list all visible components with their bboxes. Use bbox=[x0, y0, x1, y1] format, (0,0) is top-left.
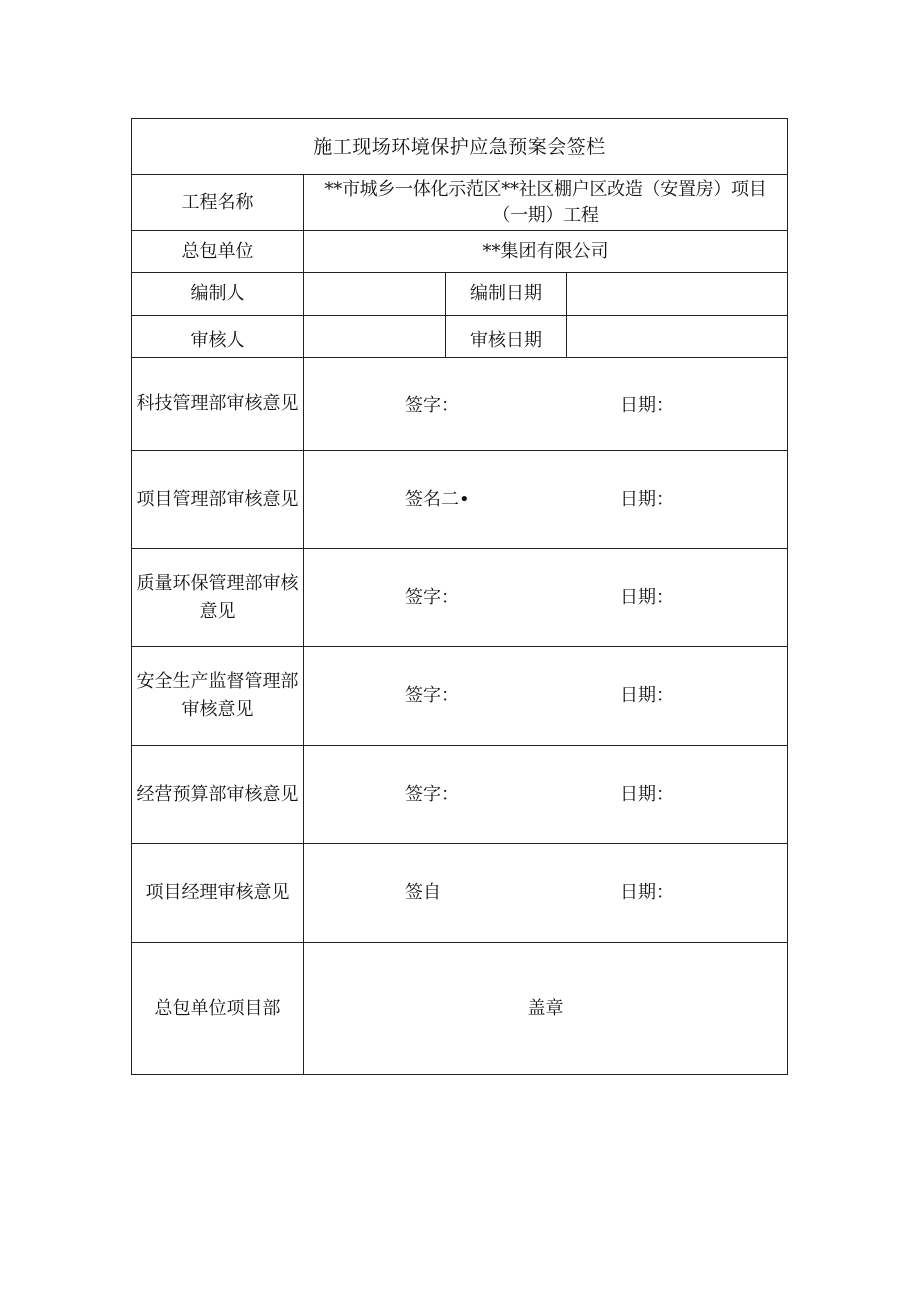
review-date-label: 日期： bbox=[620, 882, 674, 903]
review-sign-label: 签字： bbox=[405, 395, 459, 416]
compile-date-label: 编制日期 bbox=[470, 283, 542, 304]
review-label-budget: 经营预算部审核意见 bbox=[136, 783, 299, 805]
review-label-quality: 质量环保管理部审核意见 bbox=[136, 572, 299, 622]
stamp-area: 盖章 bbox=[527, 998, 564, 1019]
review-date-label: 日期： bbox=[620, 489, 674, 510]
sign-off-table bbox=[131, 118, 788, 1075]
review-label-project: 项目管理部审核意见 bbox=[136, 488, 299, 510]
reviewer-label: 审核人 bbox=[190, 329, 245, 351]
review-date-label: 日期： bbox=[620, 685, 674, 706]
reviewer-field[interactable] bbox=[304, 316, 445, 357]
review-date-label: 审核日期 bbox=[470, 329, 542, 351]
review-date-label: 日期： bbox=[620, 784, 674, 805]
review-label-tech: 科技管理部审核意见 bbox=[136, 393, 299, 414]
review-sign-label: 签字： bbox=[405, 784, 459, 805]
review-label-safety: 安全生产监督管理部审核意见 bbox=[136, 671, 299, 720]
contractor-label: 总包单位 bbox=[181, 240, 254, 262]
project-name-value: **市城乡一体化示范区**社区棚户区改造（安置房）项目（一期）工程 bbox=[324, 178, 767, 226]
review-sign-label: 签字： bbox=[405, 587, 459, 608]
review-label-manager: 项目经理审核意见 bbox=[145, 882, 290, 903]
review-date-label: 日期： bbox=[620, 395, 674, 416]
contractor-value: **集团有限公司 bbox=[482, 240, 609, 262]
review-date-field[interactable] bbox=[567, 316, 787, 357]
compiler-label: 编制人 bbox=[190, 283, 245, 304]
stamp-label: 总包单位项目部 bbox=[154, 998, 281, 1019]
review-sign-label: 签自 bbox=[405, 882, 441, 903]
project-name-label: 工程名称 bbox=[181, 191, 254, 213]
review-sign-label: 签名二• bbox=[405, 489, 470, 510]
review-date-label: 日期： bbox=[620, 587, 674, 608]
compile-date-field[interactable] bbox=[567, 273, 787, 315]
review-sign-label: 签字： bbox=[405, 685, 459, 706]
form-title: 施工现场环境保护应急预案会签栏 bbox=[313, 135, 606, 158]
compiler-field[interactable] bbox=[304, 273, 445, 315]
